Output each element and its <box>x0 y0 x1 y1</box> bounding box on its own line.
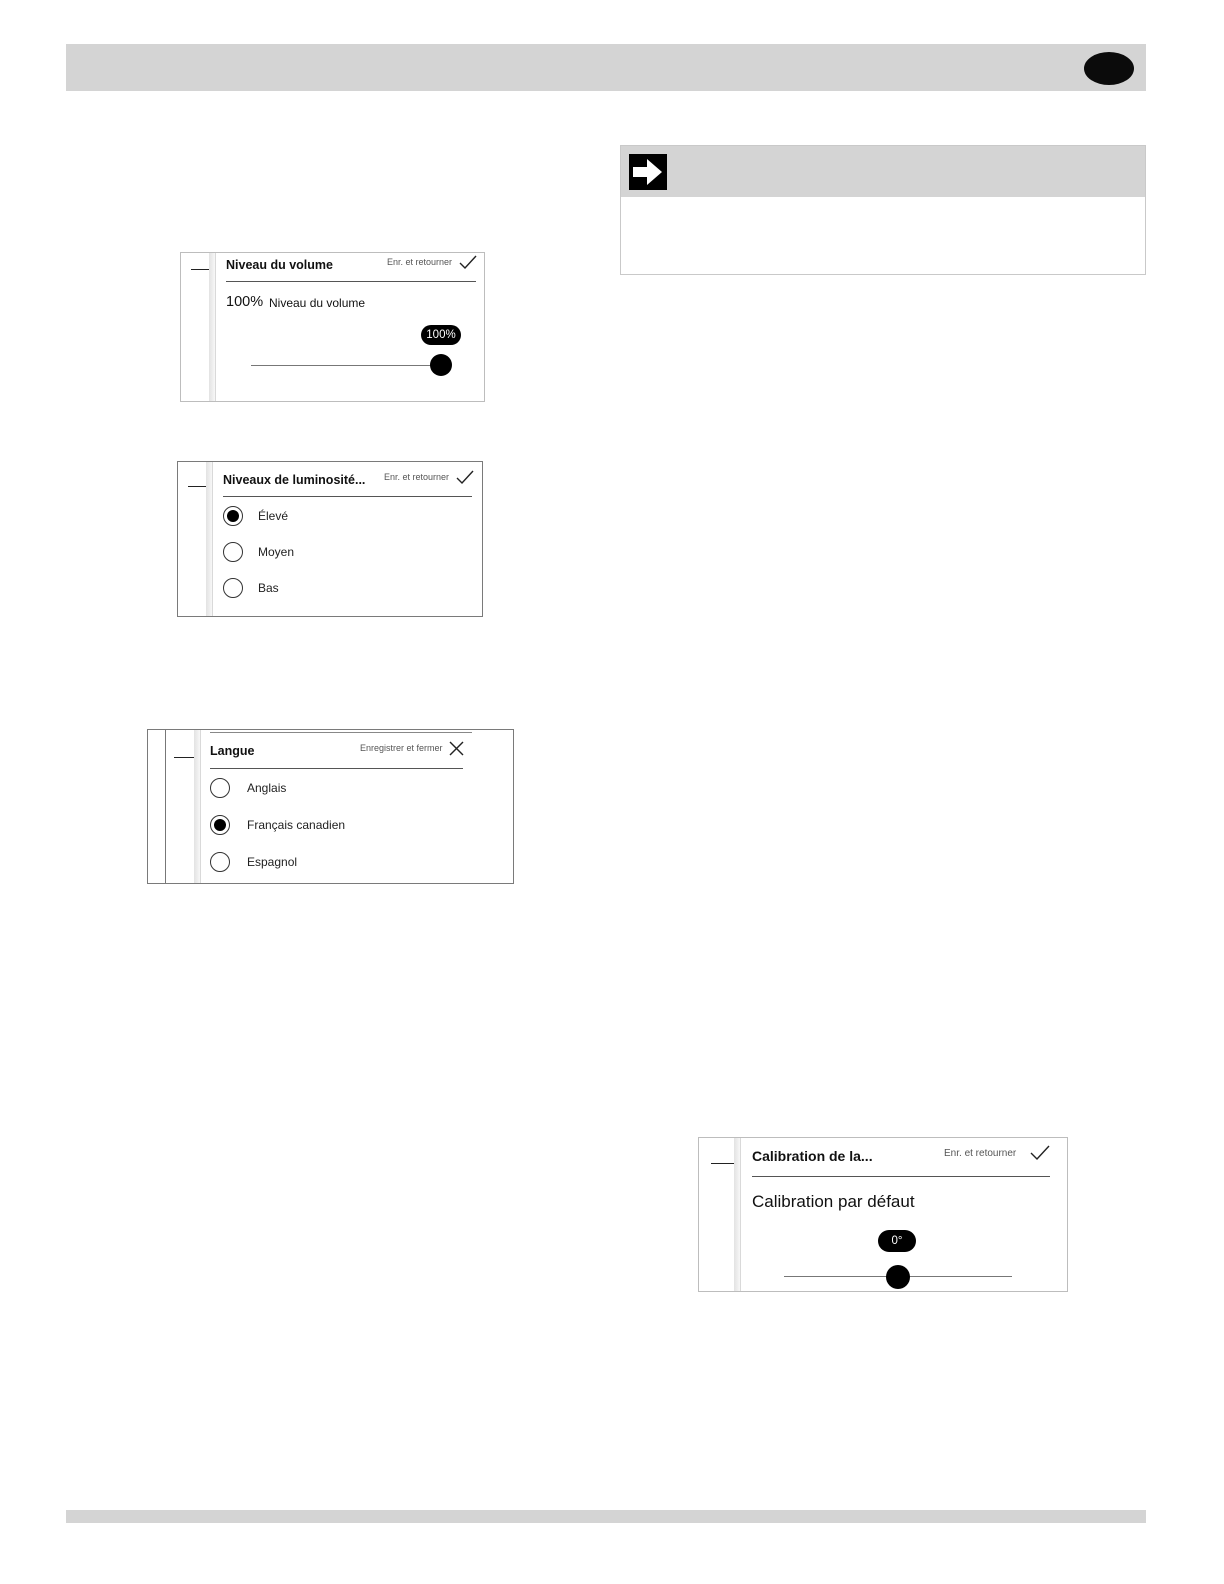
panel-title: Langue <box>210 744 255 758</box>
radio-medium[interactable] <box>223 542 243 562</box>
calibration-panel <box>698 1137 1068 1292</box>
panel-edge <box>734 1138 741 1291</box>
option-label-canadian-french: Français canadien <box>247 818 346 832</box>
option-label-english: Anglais <box>247 781 287 795</box>
panel-title: Calibration de la... <box>752 1148 873 1164</box>
volume-slider-knob[interactable] <box>430 354 452 376</box>
save-close-button[interactable]: Enregistrer et fermer <box>360 743 443 753</box>
radio-high[interactable] <box>223 506 243 526</box>
calibration-subtitle: Calibration par défaut <box>752 1192 915 1211</box>
volume-value: 100% <box>226 294 264 310</box>
option-label-medium: Moyen <box>258 545 295 559</box>
radio-canadian-french[interactable] <box>210 815 230 835</box>
option-label-low: Bas <box>258 581 279 595</box>
page-footer-bar <box>66 1510 1146 1523</box>
slider-value-badge: 100% <box>421 325 461 345</box>
brightness-panel <box>177 461 483 617</box>
panel-edge <box>206 462 213 616</box>
header-separator <box>752 1176 1050 1177</box>
volume-panel <box>180 252 485 402</box>
panel-edge <box>194 730 201 883</box>
check-icon[interactable] <box>456 470 474 484</box>
header-separator <box>223 496 472 497</box>
radio-english[interactable] <box>210 778 230 798</box>
header-separator <box>226 281 476 282</box>
arrow-right-icon <box>629 154 667 190</box>
header-separator <box>210 768 463 769</box>
slider-value-badge: 0° <box>878 1230 916 1252</box>
note-box <box>620 145 1146 275</box>
panel-edge <box>209 253 216 401</box>
language-panel <box>147 729 514 884</box>
option-label-high: Élevé <box>258 509 289 523</box>
radio-spanish[interactable] <box>210 852 230 872</box>
radio-low[interactable] <box>223 578 243 598</box>
volume-caption: Niveau du volume <box>269 296 366 310</box>
save-return-button[interactable]: Enr. et retourner <box>387 257 453 267</box>
panel-title: Niveau du volume <box>226 258 333 272</box>
save-return-button[interactable]: Enr. et retourner <box>944 1148 1017 1159</box>
option-label-spanish: Espagnol <box>247 855 298 869</box>
top-separator <box>210 732 472 733</box>
page-header-bar <box>66 44 1146 91</box>
check-icon[interactable] <box>459 255 477 269</box>
calibration-slider-knob[interactable] <box>886 1265 910 1289</box>
close-icon[interactable] <box>449 741 464 756</box>
rail-border <box>165 730 166 883</box>
volume-slider-track[interactable] <box>251 365 441 366</box>
language-badge <box>1084 52 1134 85</box>
check-icon[interactable] <box>1030 1145 1050 1160</box>
panel-title: Niveaux de luminosité... <box>223 473 366 487</box>
save-return-button[interactable]: Enr. et retourner <box>384 472 450 482</box>
note-header <box>621 146 1145 197</box>
